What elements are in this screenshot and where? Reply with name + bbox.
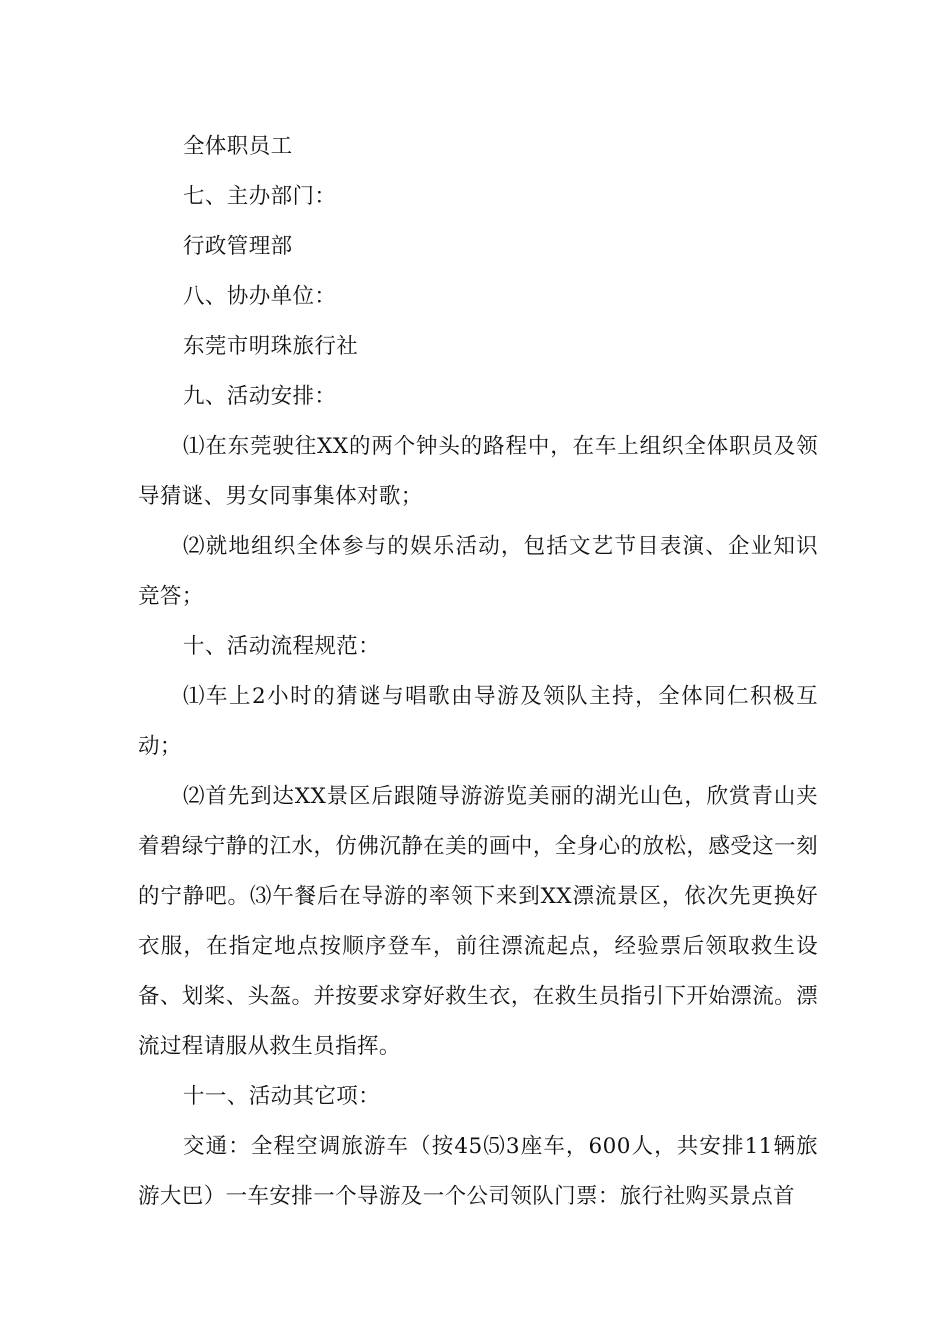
heading-other-items: 十一、活动其它项：	[183, 1084, 381, 1109]
paragraph-co-organizer: 东莞市明珠旅行社	[183, 334, 359, 359]
paragraph-arrangement-2: ⑵就地组织全体参与的娱乐活动，包括文艺节目表演、企业知识竞答；	[138, 534, 818, 609]
heading-organizer: 七、主办部门：	[183, 184, 337, 209]
paragraph-flow-2: ⑵首先到达XX景区后跟随导游游览美丽的湖光山色，欣赏青山夹着碧绿宁静的江水，仿佛沉静在美的画中，全身心的放松，感受这一刻的宁静吧。⑶午餐后在导游的率领下来到XX漂流景区，依次先更换好衣服，在指定地点按顺序登车，前往漂流起点，经验票后领取救生设备、划桨、头盔。并按要求穿好救生衣，在救生员指引下开始漂流。漂流过程请服从救生员指挥。	[138, 784, 818, 1059]
paragraph-participants: 全体职员工	[183, 134, 293, 159]
paragraph-transport: 交通：全程空调旅游车（按45⑸3座车，600人，共安排11辆旅游大巴）一车安排一个导游及一个公司领队门票：旅行社购买景点首	[138, 1134, 818, 1209]
paragraph-organizer: 行政管理部	[183, 234, 293, 259]
document-body	[138, 122, 818, 1222]
paragraph-arrangement-1: ⑴在东莞驶往XX的两个钟头的路程中，在车上组织全体职员及领导猜谜、男女同事集体对歌；	[138, 434, 818, 509]
heading-co-organizer: 八、协办单位：	[183, 284, 337, 309]
paragraph-flow-1: ⑴车上2小时的猜谜与唱歌由导游及领队主持，全体同仁积极互动；	[138, 684, 818, 759]
heading-activity-arrangement: 九、活动安排：	[183, 384, 337, 409]
heading-activity-flow: 十、活动流程规范：	[183, 634, 381, 659]
